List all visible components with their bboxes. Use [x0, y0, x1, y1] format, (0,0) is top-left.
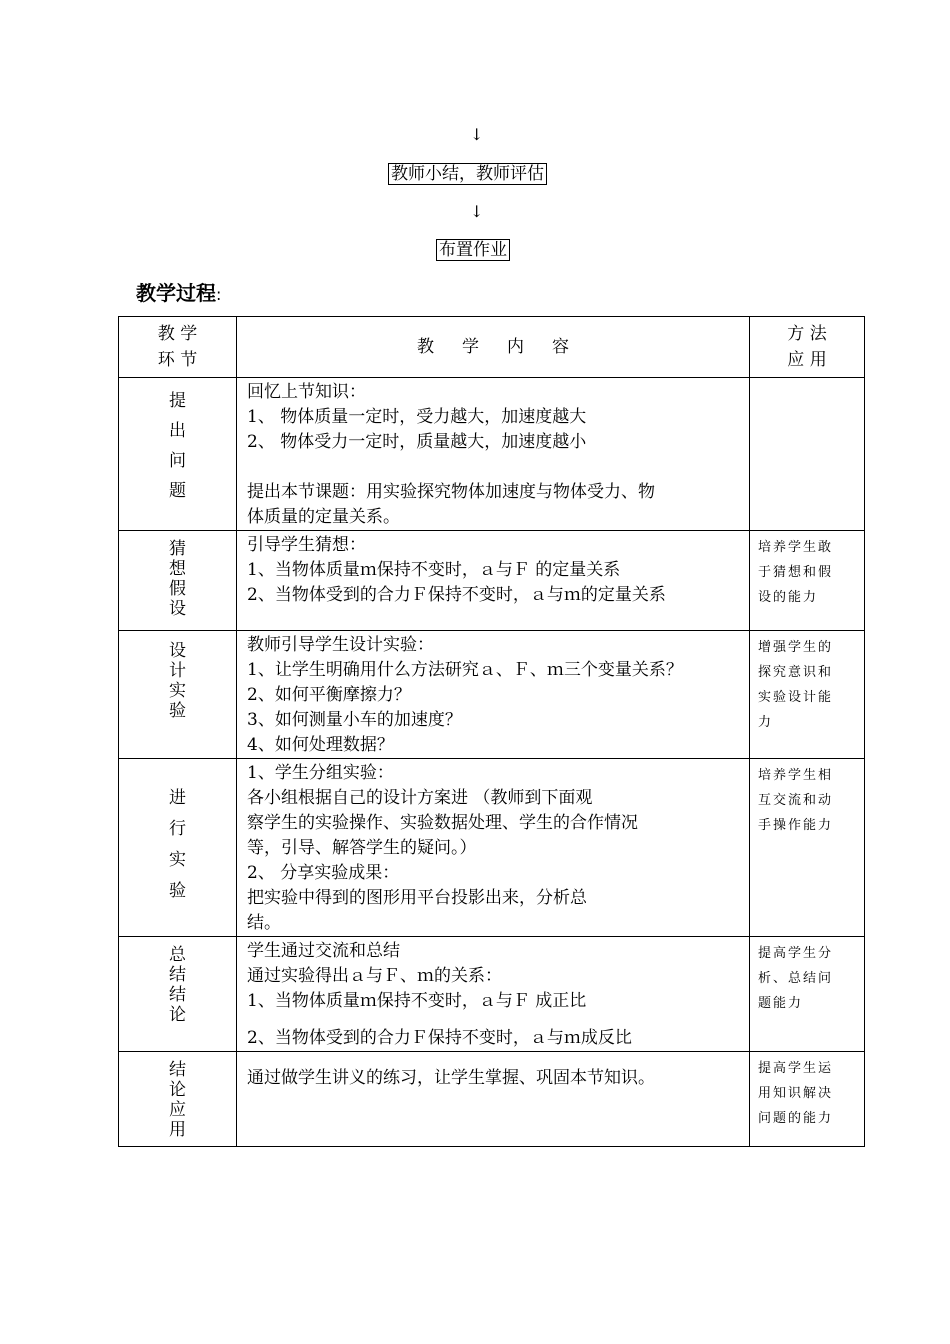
stage-char: 题 — [169, 481, 186, 501]
method-line: 手操作能力 — [758, 818, 834, 833]
content-cell — [237, 378, 750, 531]
stage-char: 应 — [169, 1100, 186, 1120]
content-line — [247, 1014, 741, 1026]
content-cell — [237, 631, 750, 759]
content-line: 2、当物体受到的合力Ｆ保持不变时，ａ与ｍ的定量关系 — [247, 585, 666, 605]
content-line: 引导学生猜想： — [247, 535, 366, 555]
stage-char: 计 — [169, 661, 186, 681]
method-line: 力 — [758, 715, 774, 730]
stage-char: 结 — [169, 985, 186, 1005]
header-content-label: 教学内容 — [417, 337, 597, 357]
content-line: 把实验中得到的图形用平台投影出来，分析总 — [247, 888, 587, 908]
content-line: 2、如何平衡摩擦力？ — [247, 685, 411, 705]
stage-char: 用 — [169, 1120, 186, 1140]
method-line: 实验设计能 — [758, 690, 834, 705]
header-method-line: 应 用 — [787, 350, 827, 370]
content-line: 通过实验得出ａ与Ｆ、ｍ的关系： — [247, 966, 502, 986]
method-cell — [750, 759, 865, 937]
content-line: 4、如何处理数据？ — [247, 735, 394, 755]
section-heading — [136, 277, 221, 306]
stage-char: 论 — [169, 1080, 186, 1100]
method-line: 互交流和动 — [758, 793, 834, 808]
teaching-process-table — [118, 316, 865, 1147]
header-method-line: 方 法 — [787, 324, 827, 344]
content-line: 提出本节课题：用实验探究物体加速度与物体受力、物 — [247, 482, 655, 502]
method-line: 问题的能力 — [758, 1111, 834, 1126]
stage-char: 论 — [169, 1005, 186, 1025]
header-stage — [119, 317, 237, 378]
content-line — [247, 455, 741, 480]
stage-cell — [119, 378, 237, 531]
method-line: 培养学生相 — [758, 768, 834, 783]
method-line: 用知识解决 — [758, 1086, 834, 1101]
method-line: 探究意识和 — [758, 665, 834, 680]
table-row — [119, 378, 865, 531]
content-line: 2、 物体受力一定时，质量越大，加速度越小 — [247, 432, 587, 452]
section-heading-colon: : — [216, 285, 222, 304]
stage-cell — [119, 937, 237, 1052]
method-line: 设的能力 — [758, 590, 819, 605]
method-cell — [750, 937, 865, 1052]
stage-char: 行 — [169, 819, 186, 839]
header-stage-line: 环 节 — [157, 350, 198, 370]
stage-cell — [119, 531, 237, 631]
stage-char: 想 — [169, 559, 186, 579]
flow-box-summary: 教师小结，教师评估 — [388, 163, 547, 185]
stage-cell — [119, 759, 237, 937]
content-line — [247, 1054, 741, 1066]
stage-char: 实 — [169, 850, 186, 870]
flow-arrow-2: ↓ — [470, 202, 484, 221]
stage-char: 总 — [169, 945, 186, 965]
method-line: 析、总结问 — [758, 971, 834, 986]
method-line: 提高学生运 — [758, 1061, 834, 1076]
stage-char: 实 — [169, 681, 186, 701]
method-cell — [750, 378, 865, 531]
content-cell — [237, 937, 750, 1052]
method-line: 题能力 — [758, 996, 804, 1011]
stage-char: 设 — [169, 641, 186, 661]
content-line: 1、当物体质量ｍ保持不变时，ａ与Ｆ 成正比 — [247, 991, 587, 1011]
stage-char: 结 — [169, 965, 186, 985]
stage-char: 设 — [169, 599, 186, 619]
stage-char: 问 — [169, 451, 186, 471]
header-stage-line: 教 学 — [157, 324, 198, 344]
stage-char: 提 — [169, 391, 186, 411]
flow-arrow-1: ↓ — [470, 125, 484, 144]
stage-cell — [119, 631, 237, 759]
content-line: 学生通过交流和总结 — [247, 941, 400, 961]
content-cell — [237, 531, 750, 631]
content-line: 通过做学生讲义的练习，让学生掌握、巩固本节知识。 — [247, 1068, 655, 1088]
stage-char: 进 — [169, 788, 186, 808]
content-line: 各小组根据自己的设计方案进 （教师到下面观 — [247, 788, 593, 808]
content-line: 2、 分享实验成果： — [247, 863, 400, 883]
method-line: 增强学生的 — [758, 640, 834, 655]
stage-char: 结 — [169, 1060, 186, 1080]
stage-char: 假 — [169, 579, 186, 599]
method-cell — [750, 1052, 865, 1147]
table-row — [119, 937, 865, 1052]
method-line: 提高学生分 — [758, 946, 834, 961]
stage-char: 猜 — [169, 539, 186, 559]
table-row — [119, 1052, 865, 1147]
method-cell — [750, 531, 865, 631]
content-line: 体质量的定量关系。 — [247, 507, 400, 527]
stage-cell — [119, 1052, 237, 1147]
method-line: 于猜想和假 — [758, 565, 834, 580]
table-row — [119, 759, 865, 937]
header-content — [237, 317, 750, 378]
content-cell — [237, 759, 750, 937]
content-line: 回忆上节知识： — [247, 382, 366, 402]
flow-box-homework: 布置作业 — [436, 239, 510, 261]
content-line: 2、当物体受到的合力Ｆ保持不变时，ａ与ｍ成反比 — [247, 1028, 632, 1048]
method-cell — [750, 631, 865, 759]
table-header-row — [119, 317, 865, 378]
content-line: 1、当物体质量ｍ保持不变时，ａ与Ｆ 的定量关系 — [247, 560, 621, 580]
content-line: 察学生的实验操作、实验数据处理、学生的合作情况 — [247, 813, 638, 833]
stage-char: 验 — [169, 701, 186, 721]
content-line: 1、 物体质量一定时，受力越大，加速度越大 — [247, 407, 587, 427]
section-heading-text: 教学过程 — [136, 281, 216, 305]
content-line: 1、学生分组实验： — [247, 763, 394, 783]
content-line: 结。 — [247, 913, 281, 933]
table-row — [119, 531, 865, 631]
table-row — [119, 631, 865, 759]
stage-char: 出 — [169, 421, 186, 441]
stage-char: 验 — [169, 881, 186, 901]
content-line: 等，引导、解答学生的疑问。） — [247, 838, 477, 858]
content-line: 1、让学生明确用什么方法研究ａ、Ｆ、ｍ三个变量关系？ — [247, 660, 683, 680]
header-method — [750, 317, 865, 378]
method-line: 培养学生敢 — [758, 540, 834, 555]
content-cell — [237, 1052, 750, 1147]
content-line: 教师引导学生设计实验： — [247, 635, 434, 655]
content-line: 3、如何测量小车的加速度？ — [247, 710, 462, 730]
